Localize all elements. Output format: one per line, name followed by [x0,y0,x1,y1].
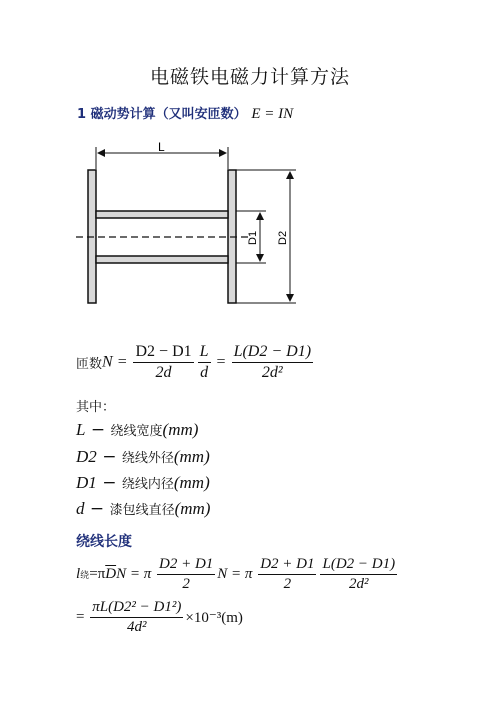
section-mmf [77,103,293,123]
page-title: 电磁铁电磁力计算方法 [149,66,350,88]
wire-length-heading: 绕线长度 [76,534,132,550]
bobbin-diagram [70,135,310,315]
definition-row: D2 − 绕线外径(mm) [76,447,210,467]
dim-L-label: L [158,140,165,154]
section-mmf-label: 1 磁动势计算（又叫安匝数） [77,107,247,122]
tube-top-wall [96,211,228,218]
definition-row: L − 绕线宽度(mm) [76,420,199,440]
tube-bottom-wall [96,256,228,263]
definition-row: d − 漆包线直径(mm) [76,499,211,519]
turns-formula: 匝数N = $\frac{D2 - D1}{2d}$ $\frac{L}{d}$ = $\frac{L(D2 - D1)}{\text{2d²}}$ [76,343,312,381]
mmf-formula: E = IN [251,106,294,122]
wire-length-formula-1: l绕$=\pi\overline{D}N = \pi$ $\frac{D2 + D1}{2}$ N = π $\frac{D2 + D1}{2}$ $\frac{L(D2 - D1)}{\text{2d²}}$ [76,556,396,592]
wire-length-formula-2: = $\frac{\text{πL(D2² − D1²)}}{\text{4d²}}$ ×10⁻³(m) [76,599,243,635]
definition-row: D1 − 绕线内径(mm) [76,473,210,493]
where-label: 其中： [76,400,116,415]
dim-D1-label: D1 [247,230,259,245]
dim-D2-label: D2 [277,230,289,245]
